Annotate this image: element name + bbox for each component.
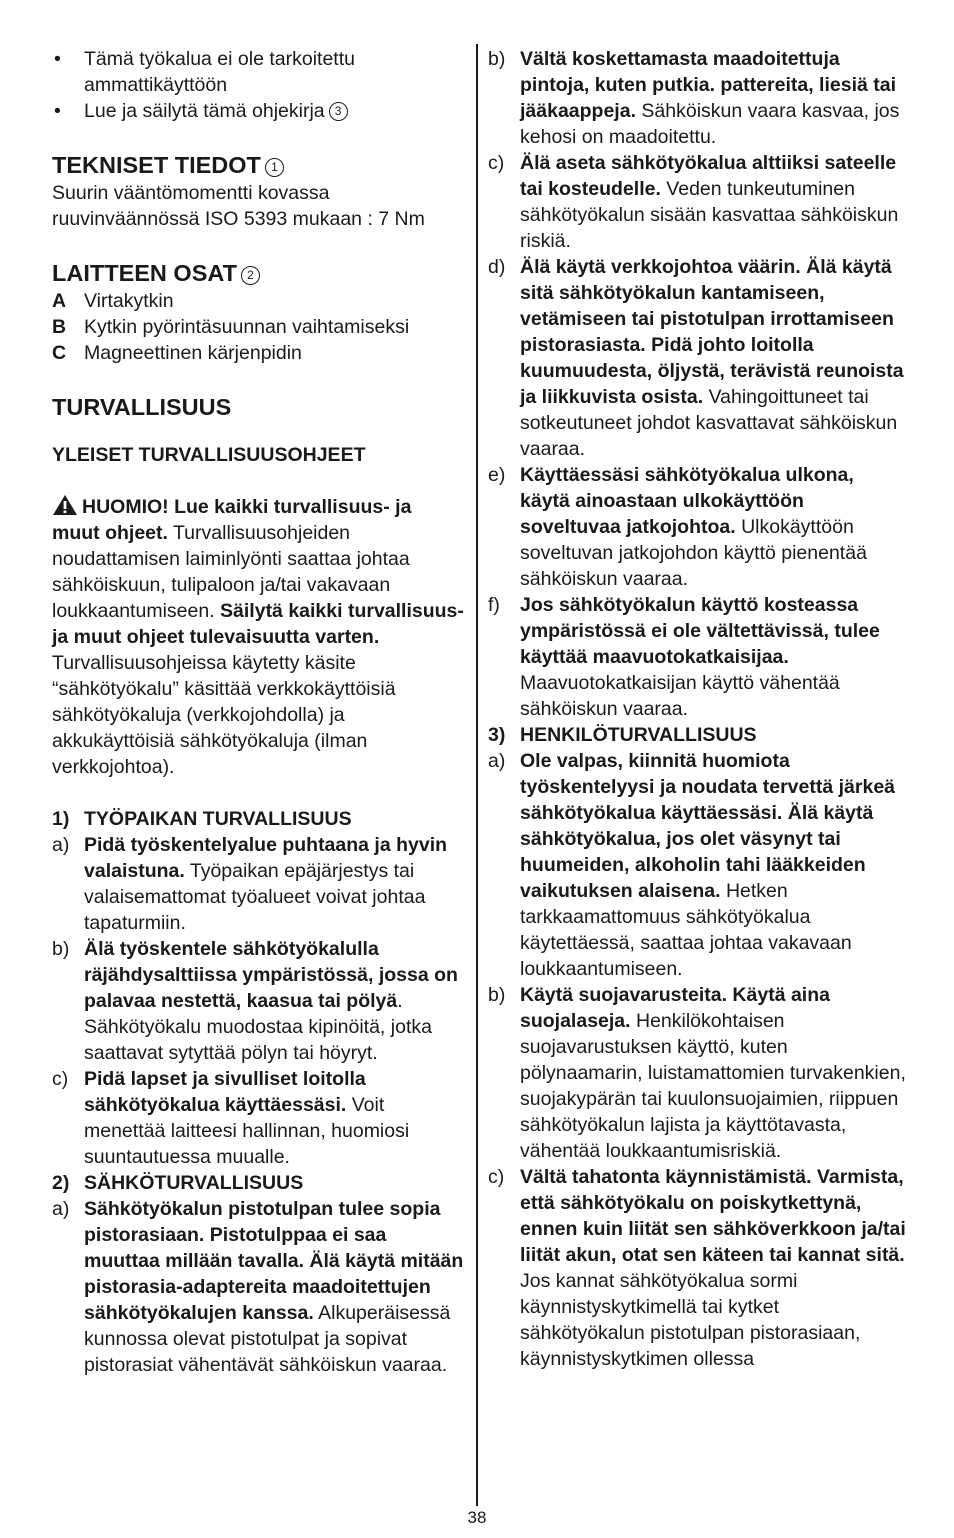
section-2-list-continued (488, 46, 906, 722)
part-item: A Virtakytkin (52, 290, 174, 312)
list-item: a) Pidä työskentelyalue puhtaana ja hyvin valaistuna. Työpaikan epäjärjestys tai valaisemattomat työalueet voivat johtaa tapaturmiin. (52, 834, 448, 934)
list-item: d) Älä käytä verkkojohtoa väärin. Älä käytä sitä sähkötyökalun kantamiseen, vetämiseen tai pistotulpan irrottamiseen pistorasiasta. Pidä johto loitolla kuumuudesta, öljystä, terävistä reunoista ja liikkuvista osista. Vahingoittuneet tai sotkeutuneet johdot kasvattavat sähköiskun vaaraa. (488, 256, 904, 460)
bullet-item: • Tämä työkalua ei ole tarkoitettu ammattikäyttöön (52, 46, 464, 98)
list-item: b) Käytä suojavarusteita. Käytä aina suojalaseja. Henkilökohtaisen suojavarustuksen käyttö, kuten pölynaamarin, luistamattomien turvakenkien, suojakypärän tai kuulonsuojaimien, riippuen sähkötyökalun lajista ja käyttötavasta, vähentää loukkaantumisriskiä. (488, 984, 906, 1162)
list-item: b) Älä työskentele sähkötyökalulla räjähdysalttiissa ympäristössä, jossa on palavaa nestettä, kaasua tai pölyä. Sähkötyökalu muodostaa kipinöitä, jotka saattavat sytyttää pölyn tai höyryt. (52, 938, 458, 1064)
column-divider (476, 44, 478, 1506)
parts-heading: LAITTEEN OSAT 2 (52, 258, 464, 288)
ref-circle: 1 (265, 158, 284, 177)
parts-list (52, 288, 464, 366)
tech-heading: TEKNISET TIEDOT 1 (52, 150, 464, 180)
section-3-list (488, 748, 906, 1372)
list-item: f) Jos sähkötyökalun käyttö kosteassa ympäristössä ei ole vältettävissä, tulee käyttää maavuotokatkaisijaa. Maavuotokatkaisijan käyttö vähentää sähköiskun vaaraa. (488, 594, 880, 720)
list-item: a) Ole valpas, kiinnitä huomiota työskentelyysi ja noudata tervettä järkeä sähkötyökalua käyttäessäsi. Älä käytä sähkötyökalua, jos olet väsynyt tai huumeiden, alkoholin tahi lääkkeiden vaikutuksen alaisena. Hetken tarkkaamattomuus sähkötyökalua käytettäessä, saattaa johtaa vakavaan loukkaantumiseen. (488, 750, 896, 980)
list-item: b) Vältä koskettamasta maadoitettuja pintoja, kuten putkia. pattereita, liesiä tai jääkaappeja. Sähköiskun vaara kasvaa, jos kehosi on maadoitettu. (488, 48, 900, 148)
section-heading-1: 1) TYÖPAIKAN TURVALLISUUS (52, 808, 352, 830)
warning-paragraph: HUOMIO! Lue kaikki turvallisuus- ja muut ohjeet. Turvallisuusohjeiden noudattamisen laiminlyönti saattaa johtaa sähköiskuun, tulipaloon ja/tai vakavaan loukkaantumiseen. Säilytä kaikki turvallisuus- ja muut ohjeet tulevaisuutta varten. Turvallisuusohjeissa käytetty käsite “sähkötyökalu” käsittää verkkokäyttöisiä sähkötyökaluja (verkkojohdolla) ja akkukäyttöisiä sähkötyökaluja (ilman verkkojohtoa). (52, 496, 464, 778)
section-1-list (52, 832, 464, 1170)
section-2-list (52, 1196, 464, 1378)
left-column (52, 46, 464, 1378)
bullet-item: • Lue ja säilytä tämä ohjekirja 3 (52, 98, 464, 124)
warning-triangle-icon (52, 494, 78, 516)
list-item: e) Käyttäessäsi sähkötyökalua ulkona, käytä ainoastaan ulkokäyttöön soveltuvaa jatkojohtoa. Ulkokäyttöön soveltuvan jatkojohdon käyttö pienentää sähköiskun vaaraa. (488, 464, 867, 590)
ref-circle: 2 (241, 266, 260, 285)
section-heading-2: 2) SÄHKÖTURVALLISUUS (52, 1172, 304, 1194)
tech-text: Suurin vääntömomentti kovassa ruuvinväännössä ISO 5393 mukaan : 7 Nm (52, 182, 425, 230)
ref-circle: 3 (329, 102, 348, 121)
list-item: c) Pidä lapset ja sivulliset loitolla sähkötyökalua käyttäessäsi. Voit menettää laitteesi hallinnan, huomiosi suuntautuessa muualle. (52, 1068, 410, 1168)
list-item: c) Älä aseta sähkötyökalua alttiiksi sateelle tai kosteudelle. Veden tunkeutuminen sähkötyökalun sisään kasvattaa sähköiskun riskiä. (488, 152, 899, 252)
part-item: B Kytkin pyörintäsuunnan vaihtamiseksi (52, 316, 410, 338)
general-safety-heading: YLEISET TURVALLISUUSOHJEET (52, 444, 366, 466)
part-item: C Magneettinen kärjenpidin (52, 342, 302, 364)
page-number: 38 (467, 1508, 487, 1527)
section-heading-3: 3) HENKILÖTURVALLISUUS (488, 724, 757, 746)
list-item: a) Sähkötyökalun pistotulpan tulee sopia pistorasiaan. Pistotulppaa ei saa muuttaa millään tavalla. Älä käytä mitään pistorasia-adaptereita maadoitettujen sähkötyökalujen kanssa. Alkuperäisessä kunnossa olevat pistotulpat ja sopivat pistorasiat vähentävät sähköiskun vaaraa. (52, 1198, 464, 1376)
list-item: c) Vältä tahatonta käynnistämistä. Varmista, että sähkötyökalu on poiskytkettynä, ennen kuin liität sen sähköverkkoon ja/tai liität akun, otat sen käteen tai kannat sitä. Jos kannat sähkötyökalua sormi käynnistyskytkimellä tai kytket sähkötyökalun pistotulpan pistorasiaan, käynnistyskytkimen ollessa (488, 1166, 906, 1370)
safety-heading: TURVALLISUUS (52, 394, 232, 420)
right-column (488, 46, 906, 1372)
